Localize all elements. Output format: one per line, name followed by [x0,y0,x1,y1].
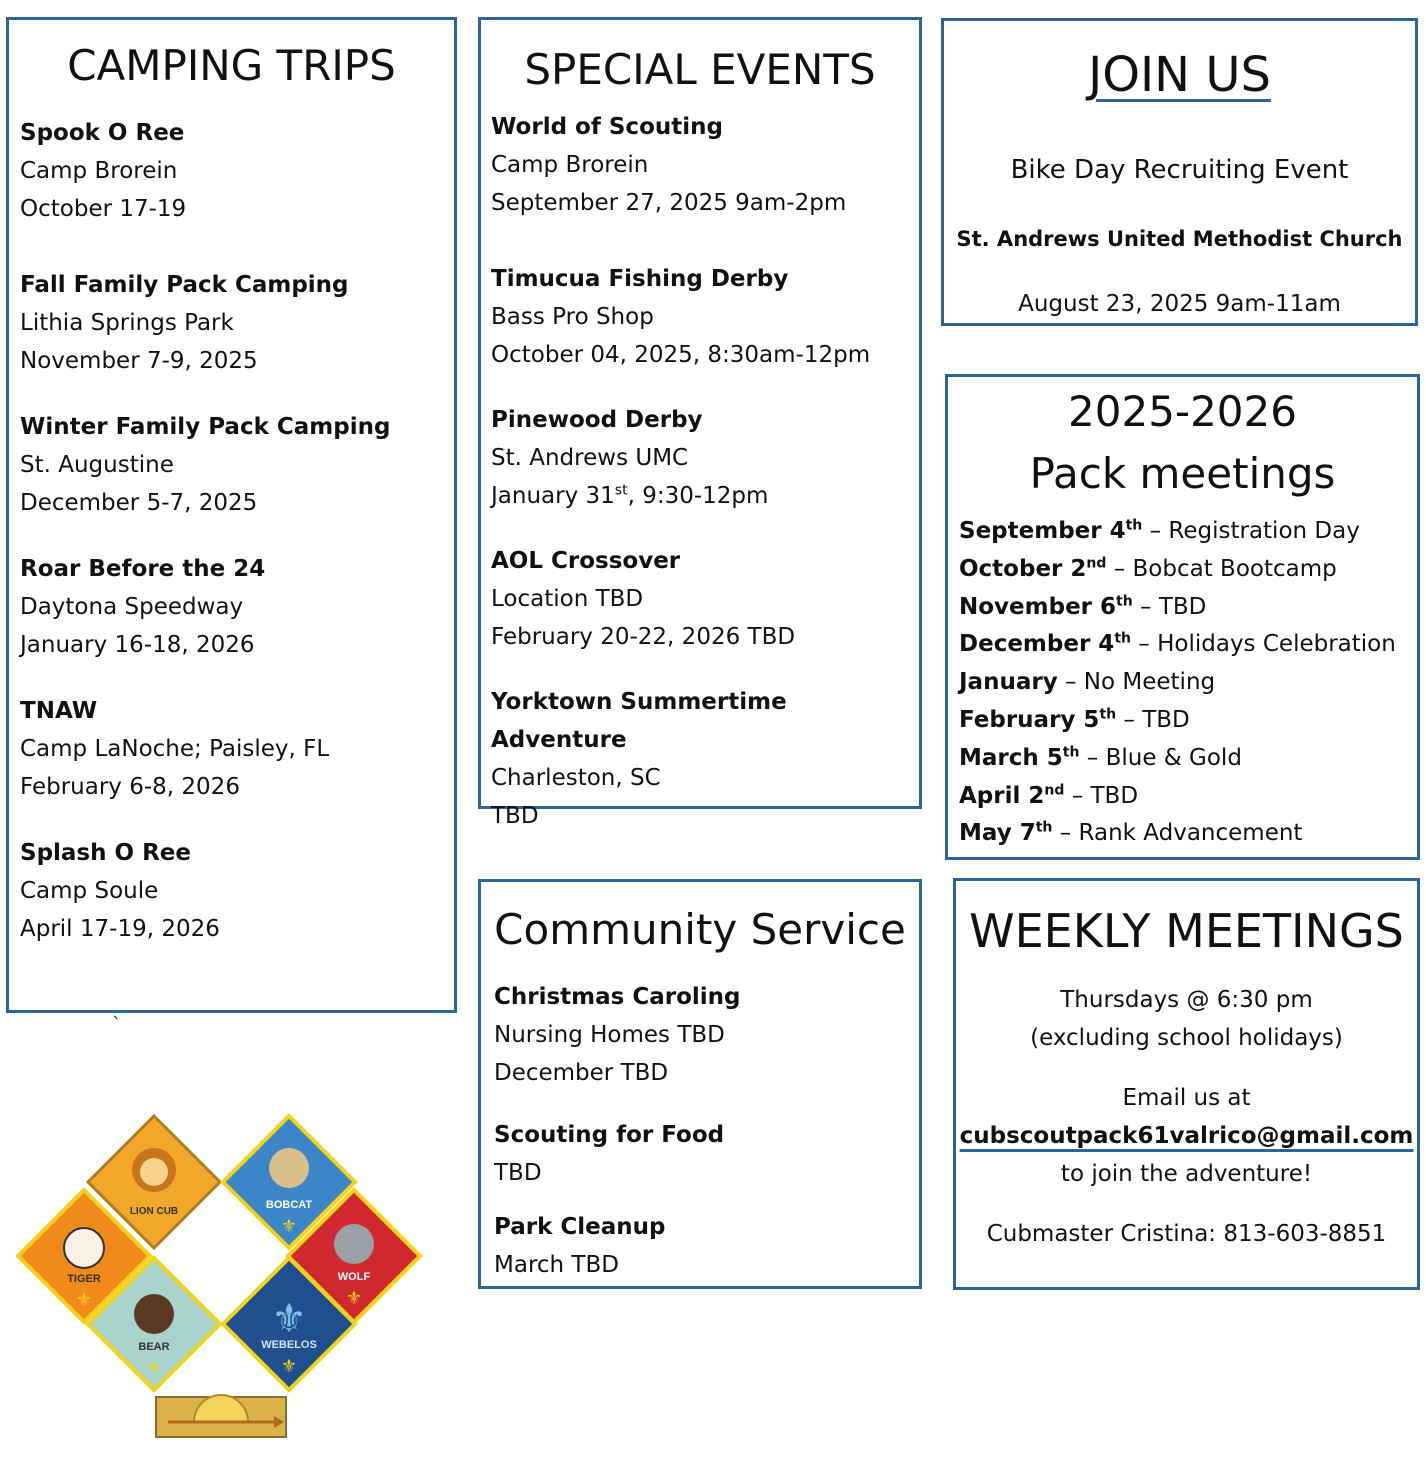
event-date: January 16-18, 2026 [20,632,255,658]
camping-item [20,692,454,806]
event-name: Roar Before the 24 [20,556,266,582]
camping-trips-title: CAMPING TRIPS [67,41,396,90]
join-us-panel [941,18,1418,326]
event-date: February 20-22, 2026 TBD [491,624,796,650]
fleur-icon: ⚜ [280,1356,298,1376]
cub-scout-ranks-logo [14,1110,424,1442]
arrow-of-light-badge [156,1395,286,1437]
camping-item [20,834,454,948]
camping-item [20,266,454,380]
pack-meeting-item: March 5th – Blue & Gold [959,744,1242,771]
service-detail: TBD [494,1160,542,1186]
weekly-meetings-title: WEEKLY MEETINGS [969,904,1404,958]
stray-mark: ` [112,1014,121,1035]
recruiting-date: August 23, 2025 9am-11am [1018,291,1341,317]
event-location: Bass Pro Shop [491,304,654,330]
camping-item [20,114,454,228]
event-location: Location TBD [491,586,644,612]
camping-item [20,550,454,664]
special-item [491,401,919,515]
event-name: AOL Crossover [491,548,681,574]
email-outro: to join the adventure! [1060,1161,1313,1187]
rank-label-tiger: TIGER [67,1273,101,1285]
special-events-panel [478,17,922,829]
event-name: Pinewood Derby [491,407,703,433]
join-us-title: JOIN US [1088,47,1271,103]
event-date: April 17-19, 2026 [20,916,220,942]
event-date: October 17-19 [20,196,187,222]
service-name: Scouting for Food [494,1122,725,1148]
meeting-time: Thursdays @ 6:30 pm [1060,987,1313,1013]
event-name: Spook O Ree [20,120,185,146]
event-date: January 31st, 9:30-12pm [491,482,769,509]
event-location: St. Augustine [20,452,174,478]
special-item [491,542,919,656]
service-name: Park Cleanup [494,1214,666,1240]
pack-meeting-item: May 7th – Rank Advancement [959,819,1303,847]
event-location: Camp LaNoche; Paisley, FL [20,736,330,762]
event-location: Charleston, SC [491,765,661,791]
community-item [494,1116,919,1192]
pack-meetings-list [959,513,1417,853]
community-item [494,1208,919,1284]
event-name: Timucua Fishing Derby [491,266,789,292]
email-intro: Email us at [1122,1085,1251,1111]
fleur-icon: ⚜ [345,1288,363,1308]
meeting-note: (excluding school holidays) [1030,1025,1343,1051]
event-date: September 27, 2025 9am-2pm [491,190,847,216]
fleur-icon: ⚜ [75,1290,93,1310]
special-events-title: SPECIAL EVENTS [524,45,876,94]
event-name: TNAW [20,698,98,724]
event-name: Splash O Ree [20,840,191,866]
event-date: October 04, 2025, 8:30am-12pm [491,342,871,368]
rank-label-webelos: WEBELOS [261,1339,317,1351]
event-location: Daytona Speedway [20,594,244,620]
community-service-panel [478,879,922,1289]
weekly-meetings-panel [953,878,1420,1290]
fleur-icon: ⚜ [280,1216,298,1236]
rank-label-wolf: WOLF [337,1271,371,1283]
fleur-icon: ⚜ [271,1297,307,1341]
pack-meeting-item: January – No Meeting [959,669,1216,696]
rank-label-bobcat: BOBCAT [265,1199,313,1211]
event-location: Camp Brorein [20,158,178,184]
event-name: Fall Family Pack Camping [20,272,349,298]
event-date: February 6-8, 2026 [20,774,240,800]
camping-item [20,408,454,522]
event-name: Yorktown Summertime Adventure [491,689,787,753]
fleur-icon: ⚜ [145,1358,163,1378]
pack-meeting-item: December 4th – Holidays Celebration [959,630,1396,658]
event-name: World of Scouting [491,114,723,140]
special-item [491,260,919,374]
recruiting-venue: St. Andrews United Methodist Church [956,227,1403,251]
community-item [494,978,919,1092]
pack-meeting-item: October 2nd – Bobcat Bootcamp [959,555,1337,582]
pack-meetings-year: 2025-2026 [1068,387,1297,436]
service-detail: March TBD [494,1252,619,1278]
event-name: Winter Family Pack Camping [20,414,391,440]
special-item [491,108,919,222]
event-location: Camp Soule [20,878,159,904]
email-link[interactable]: cubscoutpack61valrico@gmail.com [959,1123,1414,1149]
pack-meeting-item: April 2nd – TBD [959,781,1139,809]
event-location: Lithia Springs Park [20,310,234,336]
cubmaster-contact: Cubmaster Cristina: 813-603-8851 [986,1221,1387,1247]
camping-trips-panel [6,17,457,1013]
event-date: TBD [491,803,539,829]
event-location: Camp Brorein [491,152,649,178]
service-detail: Nursing Homes TBD [494,1022,725,1048]
community-service-title: Community Service [494,905,906,954]
service-name: Christmas Caroling [494,984,741,1010]
event-date: November 7-9, 2025 [20,348,258,374]
pack-meetings-title: Pack meetings [1029,449,1336,498]
pack-meeting-item: February 5th – TBD [959,706,1190,733]
recruiting-event: Bike Day Recruiting Event [1010,155,1349,185]
event-location: St. Andrews UMC [491,445,689,471]
pack-meetings-panel [945,374,1420,860]
pack-meeting-item: November 6th – TBD [959,592,1207,620]
service-detail: December TBD [494,1060,669,1086]
event-date: December 5-7, 2025 [20,490,258,516]
rank-label-lion: LION CUB [129,1206,179,1217]
rank-label-bear: BEAR [138,1341,170,1353]
pack-meeting-item: September 4th – Registration Day [959,517,1360,544]
special-item [491,683,919,835]
